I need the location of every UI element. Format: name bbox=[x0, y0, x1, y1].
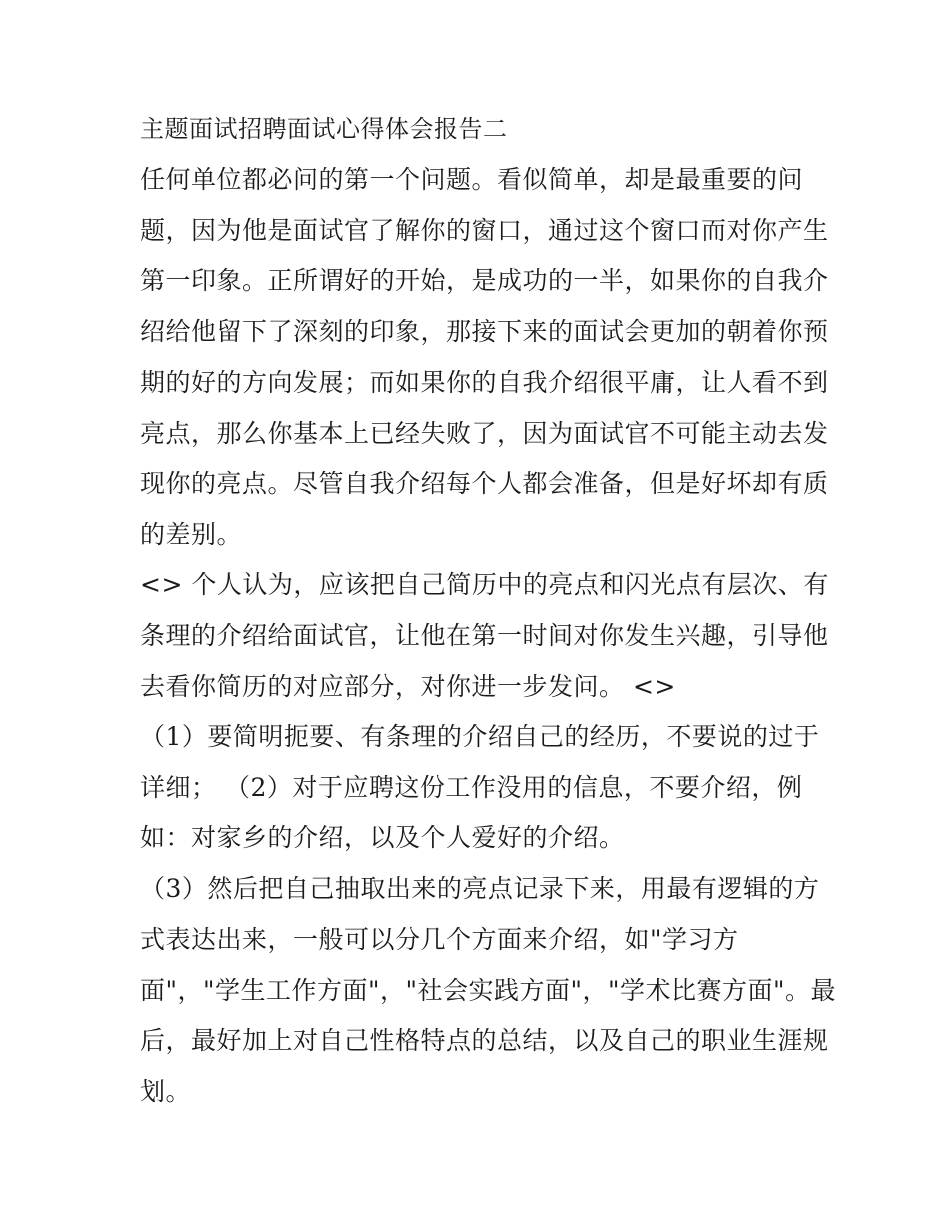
paragraph-line-4: 绍给他留下了深刻的印象，那接下来的面试会更加的朝着你预 bbox=[140, 317, 829, 346]
paragraph-line-3: 第一印象。正所谓好的开始，是成功的一半，如果你的自我介 bbox=[140, 266, 829, 295]
paragraph-line-8: 的差别。 bbox=[140, 520, 243, 549]
paragraph-line-10: 条理的介绍给面试官，让他在第一时间对你发生兴趣，引导他 bbox=[140, 621, 829, 650]
paragraph-line-7: 现你的亮点。尽管自我介绍每个人都会准备，但是好坏却有质 bbox=[140, 469, 829, 498]
paragraph-line-12: （1）要简明扼要、有条理的介绍自己的经历，不要说的过于 bbox=[140, 722, 820, 751]
paragraph-line-11: 去看你简历的对应部分，对你进一步发问。 <> bbox=[140, 672, 676, 701]
paragraph-line-16: 式表达出来，一般可以分几个方面来介绍，如"学习方 bbox=[140, 925, 739, 954]
paragraph-line-17: 面"，"学生工作方面"，"社会实践方面"，"学术比赛方面"。最 bbox=[140, 976, 836, 1005]
paragraph-line-1: 任何单位都必问的第一个问题。看似简单，却是最重要的问 bbox=[140, 165, 804, 194]
document-title: 主题面试招聘面试心得体会报告二 bbox=[140, 115, 508, 143]
paragraph-line-13: 详细； （2）对于应聘这份工作没用的信息，不要介绍，例 bbox=[140, 773, 803, 802]
paragraph-line-15: （3）然后把自己抽取出来的亮点记录下来，用最有逻辑的方 bbox=[140, 874, 820, 903]
paragraph-line-18: 后，最好加上对自己性格特点的总结，以及自己的职业生涯规 bbox=[140, 1026, 829, 1055]
paragraph-line-14: 如：对家乡的介绍，以及个人爱好的介绍。 bbox=[140, 823, 625, 852]
paragraph-line-5: 期的好的方向发展；而如果你的自我介绍很平庸，让人看不到 bbox=[140, 368, 829, 397]
paragraph-line-19: 划。 bbox=[140, 1077, 192, 1106]
paragraph-line-9: <> 个人认为，应该把自己简历中的亮点和闪光点有层次、有 bbox=[140, 570, 829, 599]
paragraph-line-6: 亮点，那么你基本上已经失败了，因为面试官不可能主动去发 bbox=[140, 419, 829, 448]
paragraph-line-2: 题，因为他是面试官了解你的窗口，通过这个窗口而对你产生 bbox=[140, 216, 829, 245]
